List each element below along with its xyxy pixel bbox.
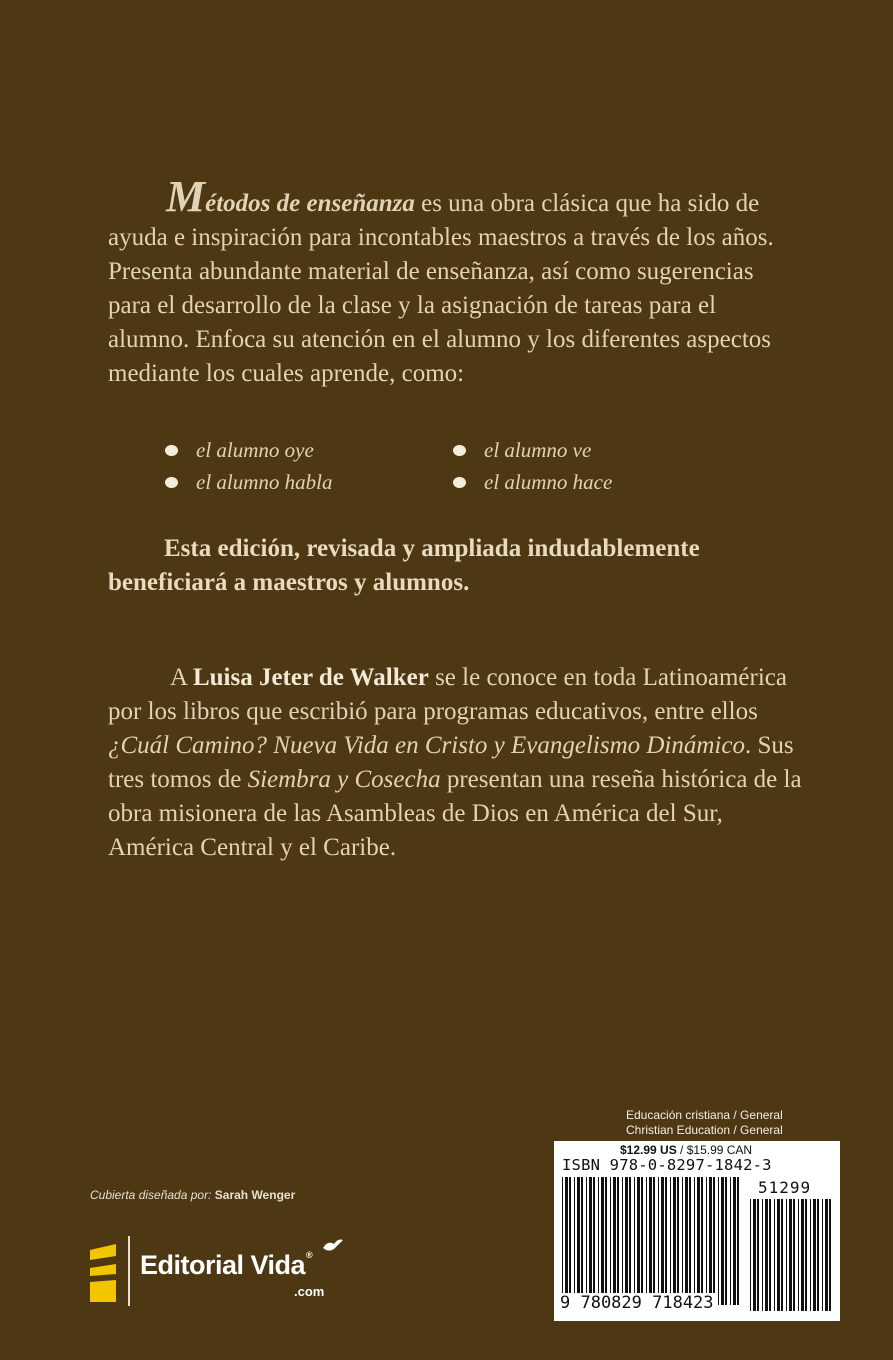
barcode-bar (793, 1199, 795, 1311)
addon-barcode (750, 1199, 834, 1311)
barcode-bar (706, 1177, 707, 1305)
bullet-icon (165, 477, 178, 488)
description-text: es una obra clásica que ha sido de ayuda e inspiración para incontables maestros a través de los años. Presenta abundante material de enseñanza, así como sugerencias para el desarrollo de la clase y la asignación de tareas para el alumno. Enfoca su atención en el alumno y los diferentes aspectos mediante los cuales aprende, como: (108, 190, 774, 387)
barcode-bar (781, 1199, 783, 1311)
barcode-bar (661, 1177, 664, 1305)
barcode-bar (689, 1177, 691, 1305)
barcode-bar (685, 1177, 688, 1305)
barcode-bar (613, 1177, 616, 1305)
barcode-bar (733, 1177, 736, 1305)
barcode-bar (677, 1177, 679, 1305)
barcode-bar (753, 1199, 756, 1311)
barcode-bar (586, 1177, 587, 1305)
barcode-bar (694, 1177, 695, 1305)
publisher-logo (88, 1236, 358, 1308)
barcode-bar (730, 1177, 731, 1305)
book-series: Siembra y Cosecha (247, 766, 441, 793)
barcode-bar (709, 1177, 712, 1305)
barcode-bar (622, 1177, 623, 1305)
list-item: el alumno oye (165, 436, 453, 464)
ean-digits: 9 780829 718423 (560, 1293, 714, 1313)
barcode-bar (801, 1199, 804, 1311)
barcode-bar (825, 1199, 828, 1311)
barcode-bar (822, 1199, 823, 1311)
barcode-bar (598, 1177, 599, 1305)
edition-note: Esta edición, revisada y ampliada indudablemente beneficiará a maestros y alumnos. (108, 535, 700, 596)
barcode-bar (589, 1177, 592, 1305)
barcode-label (554, 1141, 840, 1321)
barcode-bar (725, 1177, 727, 1305)
barcode-bar (813, 1199, 816, 1311)
drop-cap: M (166, 172, 206, 221)
barcode-bar (701, 1177, 703, 1305)
barcode-bar (637, 1177, 640, 1305)
bullet-icon (453, 445, 466, 456)
barcode-bar (810, 1199, 811, 1311)
barcode-bar (789, 1199, 792, 1311)
barcode-bar (574, 1177, 575, 1305)
list-item: el alumno habla (165, 468, 453, 496)
barcode-bar (682, 1177, 683, 1305)
barcode-bar (713, 1177, 715, 1305)
barcode-bar (625, 1177, 628, 1305)
ean-barcode (562, 1177, 740, 1305)
barcode-bar (605, 1177, 607, 1305)
barcode-bar (641, 1177, 643, 1305)
dove-icon (322, 1238, 344, 1254)
barcode-bar (774, 1199, 775, 1311)
bullet-icon (453, 477, 466, 488)
isbn-number: ISBN 978-0-8297-1842-3 (562, 1156, 772, 1174)
author-name: Luisa Jeter de Walker (192, 664, 429, 691)
learning-aspects-list (165, 436, 685, 496)
barcode-bar (658, 1177, 659, 1305)
barcode-bar (653, 1177, 655, 1305)
designer-name: Sarah Wenger (214, 1188, 296, 1202)
barcode-bar (629, 1177, 631, 1305)
publisher-name: Editorial Vida® (140, 1250, 313, 1280)
barcode-bar (577, 1177, 580, 1305)
barcode-bar (697, 1177, 700, 1305)
barcode-bar (765, 1199, 768, 1311)
bullet-icon (165, 445, 178, 456)
barcode-bar (562, 1177, 563, 1305)
barcode-bar (634, 1177, 635, 1305)
barcode-bar (673, 1177, 676, 1305)
barcode-bar (646, 1177, 647, 1305)
barcode-bar (798, 1199, 799, 1311)
barcode-bar (601, 1177, 604, 1305)
list-item: el alumno hace (453, 468, 685, 496)
barcode-bar (665, 1177, 667, 1305)
barcode-bar (721, 1177, 724, 1305)
price: $12.99 US / $15.99 CAN (620, 1143, 753, 1157)
barcode-bar (786, 1199, 787, 1311)
barcode-bar (565, 1177, 568, 1305)
barcode-bar (777, 1199, 780, 1311)
barcode-bar (593, 1177, 595, 1305)
barcode-bar (817, 1199, 819, 1311)
barcode-bar (757, 1199, 759, 1311)
barcode-bar (762, 1199, 763, 1311)
barcode-bar (750, 1199, 751, 1311)
barcode-bar (829, 1199, 831, 1311)
barcode-bar (737, 1177, 739, 1305)
barcode-bar (569, 1177, 571, 1305)
barcode-bar (718, 1177, 719, 1305)
list-item: el alumno ve (453, 436, 685, 464)
barcode-bar (670, 1177, 671, 1305)
book-description (108, 172, 798, 391)
barcode-bar (617, 1177, 619, 1305)
cover-design-credit: Cubierta diseñada por: Sarah Wenger (90, 1188, 296, 1202)
book-title: étodos de enseñanza (205, 190, 415, 217)
barcode-bar (769, 1199, 771, 1311)
barcode-bar (805, 1199, 807, 1311)
bisac-category: Educación cristiana / General Christian Education / General (626, 1108, 783, 1137)
barcode-bar (610, 1177, 611, 1305)
logo-divider (128, 1236, 130, 1306)
book-list: ¿Cuál Camino? Nueva Vida en Cristo y Evangelismo Dinámico (108, 732, 745, 759)
editorial-vida-logo-icon (88, 1244, 118, 1302)
publisher-domain: .com (294, 1284, 325, 1299)
author-bio: A Luisa Jeter de Walker se le conoce en toda Latinoamérica por los libros que escribió para programas educativos, entre ellos ¿Cuál Camino? Nueva Vida en Cristo y Evangelismo Dinámico. Sus tres tomos de Siembra y Cosecha presentan una reseña histórica de la obra misionera de las Asambleas de Dios en América del Sur, América Central y el Caribe. (108, 664, 802, 861)
barcode-bar (649, 1177, 652, 1305)
price-addon-code: 51299 (758, 1178, 812, 1197)
barcode-bar (581, 1177, 583, 1305)
